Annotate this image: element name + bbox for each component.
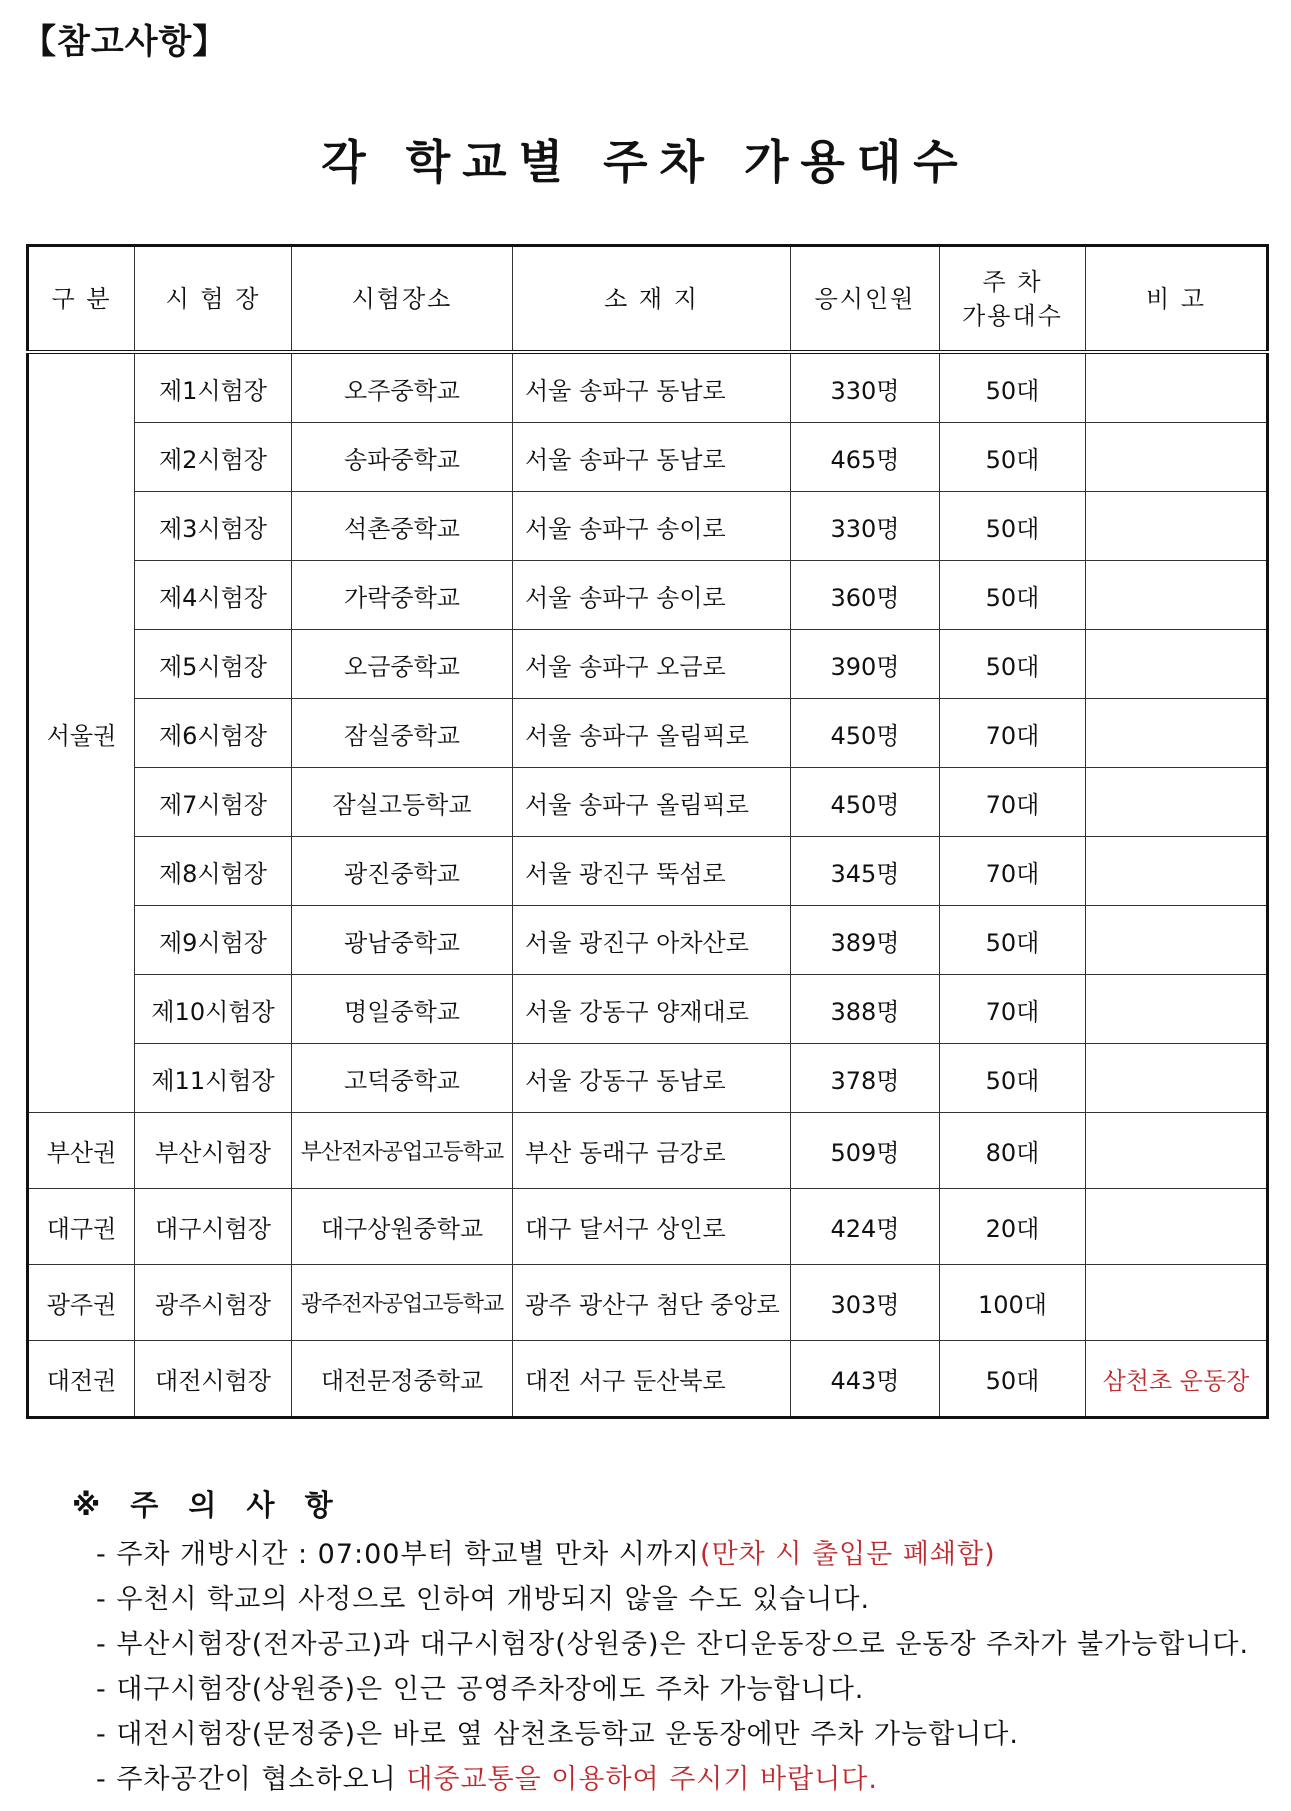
cell-parking: 50대 (940, 1341, 1086, 1418)
cell-venue: 오주중학교 (292, 352, 513, 423)
cell-applicants: 424명 (791, 1189, 940, 1265)
cell-venue: 고덕중학교 (292, 1044, 513, 1113)
cell-parking: 70대 (940, 975, 1086, 1044)
cell-site: 제6시험장 (135, 699, 292, 768)
cell-venue: 잠실중학교 (292, 699, 513, 768)
cell-site: 제11시험장 (135, 1044, 292, 1113)
table-row (28, 630, 1268, 699)
note-text: - 주차공간이 협소하오니 (96, 1764, 407, 1795)
header-site: 시 험 장 (135, 246, 292, 353)
cell-venue: 광남중학교 (292, 906, 513, 975)
cell-remarks (1086, 1113, 1268, 1189)
cell-remarks (1086, 768, 1268, 837)
cell-parking: 50대 (940, 630, 1086, 699)
cell-applicants: 465명 (791, 423, 940, 492)
cell-site: 제2시험장 (135, 423, 292, 492)
note-text: - 부산시험장(전자공고)과 대구시험장(상원중)은 잔디운동장으로 운동장 주차가 불가능합니다. (96, 1629, 1250, 1660)
cell-remarks (1086, 630, 1268, 699)
cell-applicants: 345명 (791, 837, 940, 906)
cell-region: 부산권 (28, 1113, 135, 1189)
note-highlight: 대중교통을 이용하여 주시기 바랍니다. (406, 1764, 878, 1795)
cell-remarks (1086, 423, 1268, 492)
cell-address: 서울 송파구 송이로 (513, 492, 791, 561)
note-item (96, 1577, 1249, 1622)
header-parking (940, 246, 1086, 353)
cell-site: 대전시험장 (135, 1341, 292, 1418)
cell-applicants: 330명 (791, 492, 940, 561)
cell-remarks (1086, 352, 1268, 423)
table-row (28, 1265, 1268, 1341)
cell-remarks (1086, 906, 1268, 975)
cell-applicants: 360명 (791, 561, 940, 630)
cell-region: 대전권 (28, 1341, 135, 1418)
cell-applicants: 330명 (791, 352, 940, 423)
cell-region: 광주권 (28, 1265, 135, 1341)
cell-parking: 70대 (940, 837, 1086, 906)
note-text: - 대구시험장(상원중)은 인근 공영주차장에도 주차 가능합니다. (96, 1674, 865, 1705)
cell-address: 서울 광진구 뚝섬로 (513, 837, 791, 906)
cell-address: 부산 동래구 금강로 (513, 1113, 791, 1189)
table-row (28, 975, 1268, 1044)
cell-applicants: 450명 (791, 768, 940, 837)
cell-parking: 100대 (940, 1265, 1086, 1341)
cell-remarks (1086, 561, 1268, 630)
note-item (96, 1667, 1249, 1712)
cell-address: 서울 송파구 동남로 (513, 423, 791, 492)
table-row (28, 1341, 1268, 1418)
cell-parking: 50대 (940, 423, 1086, 492)
cell-parking: 50대 (940, 906, 1086, 975)
header-region: 구 분 (28, 246, 135, 353)
cell-applicants: 389명 (791, 906, 940, 975)
table-row (28, 837, 1268, 906)
cell-applicants: 450명 (791, 699, 940, 768)
table-row (28, 1044, 1268, 1113)
parking-table (26, 244, 1269, 1419)
header-applicants: 응시인원 (791, 246, 940, 353)
cell-venue: 오금중학교 (292, 630, 513, 699)
cell-address: 대구 달서구 상인로 (513, 1189, 791, 1265)
cell-venue: 잠실고등학교 (292, 768, 513, 837)
header-parking-line2: 가용대수 (962, 301, 1063, 330)
table-row (28, 423, 1268, 492)
cell-applicants: 390명 (791, 630, 940, 699)
cell-address: 광주 광산구 첨단 중앙로 (513, 1265, 791, 1341)
cell-address: 서울 송파구 송이로 (513, 561, 791, 630)
table-row (28, 561, 1268, 630)
note-text: - 우천시 학교의 사정으로 인하여 개방되지 않을 수도 있습니다. (96, 1584, 871, 1615)
page-title: 각 학교별 주차 가용대수 (321, 135, 970, 189)
cell-venue: 대전문정중학교 (292, 1341, 513, 1418)
cell-address: 서울 송파구 오금로 (513, 630, 791, 699)
cell-parking: 50대 (940, 492, 1086, 561)
cell-venue: 석촌중학교 (292, 492, 513, 561)
cell-parking: 50대 (940, 352, 1086, 423)
note-text: - 주차 개방시간 : 07:00부터 학교별 만차 시까지 (96, 1539, 701, 1570)
cell-remarks (1086, 837, 1268, 906)
note-item (96, 1532, 1249, 1577)
cell-site: 제3시험장 (135, 492, 292, 561)
cell-parking: 20대 (940, 1189, 1086, 1265)
header-address: 소 재 지 (513, 246, 791, 353)
cell-site: 제9시험장 (135, 906, 292, 975)
notes-list (72, 1532, 1249, 1802)
cell-site: 제5시험장 (135, 630, 292, 699)
table-row (28, 699, 1268, 768)
note-item (96, 1622, 1249, 1667)
cell-remarks (1086, 975, 1268, 1044)
cell-parking: 80대 (940, 1113, 1086, 1189)
cell-site: 제7시험장 (135, 768, 292, 837)
cell-remarks (1086, 1265, 1268, 1341)
header-remarks: 비 고 (1086, 246, 1268, 353)
cell-site: 제1시험장 (135, 352, 292, 423)
header-note: 【참고사항】 (22, 22, 228, 62)
cell-applicants: 378명 (791, 1044, 940, 1113)
table-row (28, 906, 1268, 975)
cell-venue: 부산전자공업고등학교 (292, 1113, 513, 1189)
cell-address: 대전 서구 둔산북로 (513, 1341, 791, 1418)
cell-site: 대구시험장 (135, 1189, 292, 1265)
cell-venue: 가락중학교 (292, 561, 513, 630)
table-row (28, 1189, 1268, 1265)
cell-region: 서울권 (28, 352, 135, 1113)
cell-venue: 명일중학교 (292, 975, 513, 1044)
cell-remarks: 삼천초 운동장 (1086, 1341, 1268, 1418)
table-header-row (28, 246, 1268, 353)
cell-venue: 광진중학교 (292, 837, 513, 906)
cell-parking: 50대 (940, 1044, 1086, 1113)
table-row (28, 492, 1268, 561)
table-row (28, 1113, 1268, 1189)
cell-address: 서울 송파구 동남로 (513, 352, 791, 423)
note-text: - 대전시험장(문정중)은 바로 옆 삼천초등학교 운동장에만 주차 가능합니다. (96, 1719, 1019, 1750)
cell-remarks (1086, 1044, 1268, 1113)
cell-applicants: 388명 (791, 975, 940, 1044)
note-item (96, 1757, 1249, 1802)
cell-site: 부산시험장 (135, 1113, 292, 1189)
cell-region: 대구권 (28, 1189, 135, 1265)
cell-site: 제8시험장 (135, 837, 292, 906)
cell-venue: 광주전자공업고등학교 (292, 1265, 513, 1341)
cell-venue: 송파중학교 (292, 423, 513, 492)
cell-parking: 50대 (940, 561, 1086, 630)
cell-address: 서울 광진구 아차산로 (513, 906, 791, 975)
cell-parking: 70대 (940, 768, 1086, 837)
table-row (28, 768, 1268, 837)
cell-site: 제10시험장 (135, 975, 292, 1044)
cell-applicants: 509명 (791, 1113, 940, 1189)
header-venue: 시험장소 (292, 246, 513, 353)
cell-remarks (1086, 1189, 1268, 1265)
cell-address: 서울 송파구 올림픽로 (513, 768, 791, 837)
cell-site: 광주시험장 (135, 1265, 292, 1341)
cell-site: 제4시험장 (135, 561, 292, 630)
cell-parking: 70대 (940, 699, 1086, 768)
cell-address: 서울 강동구 양재대로 (513, 975, 791, 1044)
cell-remarks (1086, 492, 1268, 561)
table-body (28, 352, 1268, 1418)
note-highlight: (만차 시 출입문 폐쇄함) (700, 1539, 996, 1570)
cell-venue: 대구상원중학교 (292, 1189, 513, 1265)
cell-address: 서울 송파구 올림픽로 (513, 699, 791, 768)
cell-applicants: 303명 (791, 1265, 940, 1341)
table-row (28, 352, 1268, 423)
cell-address: 서울 강동구 동남로 (513, 1044, 791, 1113)
cell-remarks (1086, 699, 1268, 768)
notes-title: ※ 주 의 사 항 (72, 1488, 343, 1522)
cell-applicants: 443명 (791, 1341, 940, 1418)
note-item (96, 1712, 1249, 1757)
notes-section (72, 1483, 1249, 1802)
header-parking-line1: 주 차 (982, 267, 1043, 296)
